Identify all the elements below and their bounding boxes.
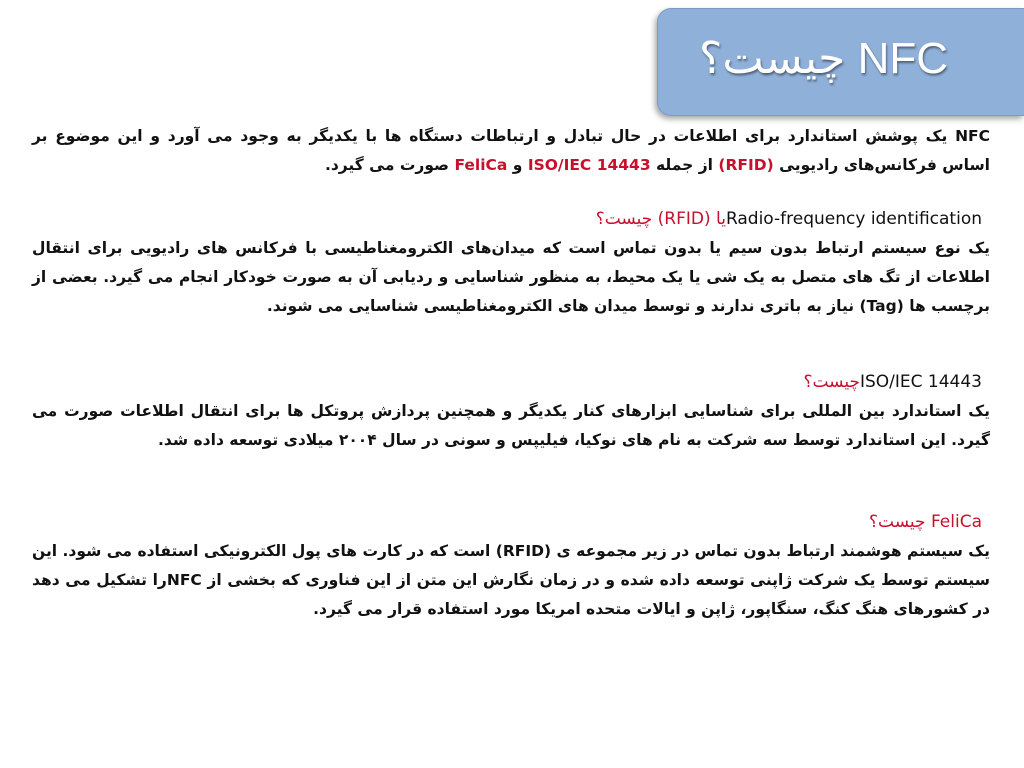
felica-rfid-label: (RFID)	[495, 542, 552, 560]
iso-heading-name: ISO/IEC 14443	[859, 372, 982, 392]
felica-body-1: یک سیستم هوشمند ارتباط بدون تماس در زیر مجموعه ی	[551, 542, 990, 560]
rfid-paragraph	[32, 234, 990, 321]
slide-content	[32, 122, 990, 624]
intro-text-1: یک پوشش استاندارد برای اطلاعات در حال تبادل و ارتباطات دستگاه ها با یکدیگر به وجود می آورد و این موضوع بر اساس فرکانس‌های رادیویی	[32, 127, 990, 174]
intro-text-3: و	[507, 156, 528, 174]
rfid-heading-suffix: چیست؟	[595, 209, 658, 229]
rfid-tag-label: (Tag)	[859, 297, 904, 315]
felica-heading-suffix: چیست؟	[869, 512, 931, 532]
felica-heading	[32, 507, 990, 537]
rfid-body-1: یک نوع سیستم ارتباط بدون سیم یا بدون تماس است که میدان‌های الکترومغناطیسی با فرکانس های رادیویی برای انتقال اطلاعات از تگ های متصل به یک شی یا یک محیط، به منظور شناسایی و ردیابی آن به صورت خودکار انجام می گیرد. بعضی از برچسب ها	[32, 239, 990, 315]
iso-heading	[32, 367, 990, 397]
intro-iso-label: ISO/IEC 14443	[527, 156, 651, 174]
felica-heading-name: FeliCa	[930, 512, 982, 532]
iso-paragraph	[32, 397, 990, 455]
title-box	[657, 8, 1024, 116]
felica-body-3: را تشکیل می دهد در کشورهای هنگ کنگ، سنگاپور، ژاپن و ایالات متحده امریکا مورد استفاده قرار می گیرد.	[32, 571, 990, 618]
felica-paragraph	[32, 537, 990, 624]
intro-felica-label: FeliCa	[454, 156, 508, 174]
felica-nfc-label: NFC	[166, 571, 202, 589]
intro-text-2: از جمله	[650, 156, 719, 174]
rfid-heading-mid: یا	[710, 209, 726, 229]
rfid-heading-name: Radio-frequency identification	[725, 209, 982, 229]
intro-rfid-label: (RFID)	[718, 156, 774, 174]
intro-nfc-label: NFC	[955, 127, 990, 145]
rfid-heading	[32, 204, 990, 234]
iso-body: یک استاندارد بین المللی برای شناسایی ابزارهای کنار یکدیگر و همچنین پردازش پروتکل ها برای انتقال اطلاعات صورت می گیرد. این استاندارد توسط سه شرکت به نام های نوکیا، فیلیپس و سونی در سال ۲۰۰۴ میلادی توسعه داده شد.	[32, 402, 990, 449]
felica-body-2: است که در کارت های پول الکترونیکی استفاده می شود. این سیستم توسط یک شرکت ژاپنی توسعه داده شده و در زمان نگارش این متن از این فناوری که بخشی از	[32, 542, 990, 589]
iso-heading-suffix: چیست؟	[803, 372, 860, 392]
page-title: NFC چیست؟	[699, 34, 948, 83]
rfid-body-2: نیاز به باتری ندارند و توسط میدان های الکترومغناطیسی شناسایی می شوند.	[266, 297, 860, 315]
intro-text-4: صورت می گیرد.	[324, 156, 455, 174]
intro-paragraph	[32, 122, 990, 180]
rfid-heading-abbr: (RFID)	[657, 209, 711, 229]
